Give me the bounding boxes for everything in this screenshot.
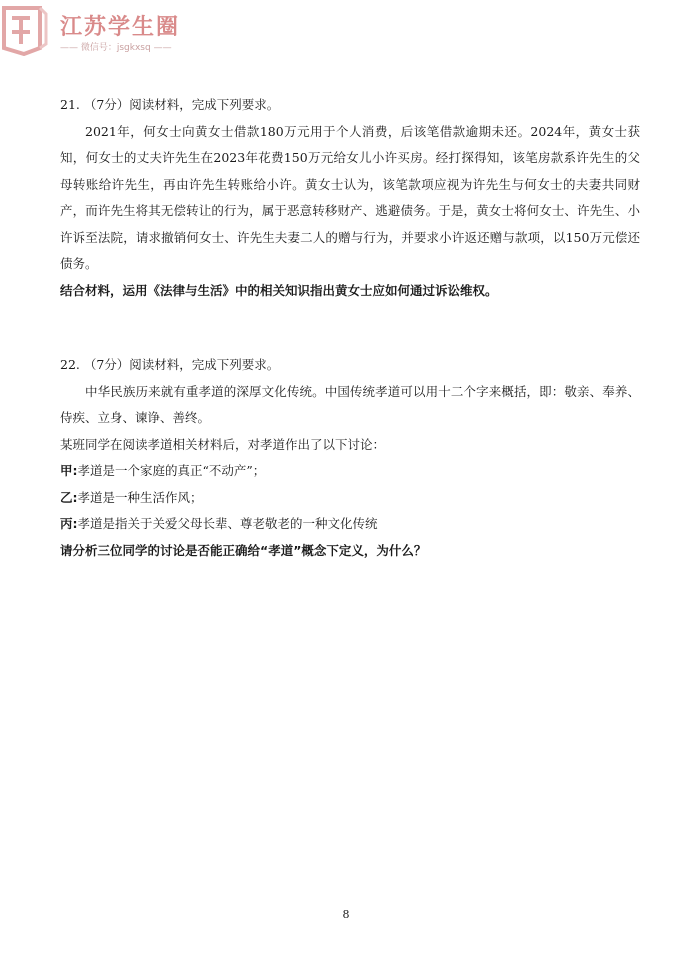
exam-content — [60, 92, 640, 564]
question-22-material: 中华民族历来就有重孝道的深厚文化传统。中国传统孝道可以用十二个字来概括，即：敬亲、奉养、侍疾、立身、谏诤、善终。 — [60, 383, 640, 425]
watermark-logo — [0, 4, 200, 60]
logo-subtitle: —— 微信号：jsgkxsq —— — [60, 43, 172, 53]
question-22-header: 22. （7分）阅读材料，完成下列要求。 — [60, 357, 280, 372]
statement-yi — [60, 485, 640, 512]
question-21-task: 结合材料，运用《法律与生活》中的相关知识指出黄女士应如何通过诉讼维权。 — [60, 282, 498, 298]
page-number: 8 — [342, 908, 350, 921]
answer-space — [60, 304, 640, 352]
question-21-header: 21. （7分）阅读材料，完成下列要求。 — [60, 97, 280, 112]
jiangsu-logo-icon — [0, 4, 48, 56]
question-21 — [60, 92, 640, 304]
statement-jia-label: 甲: — [60, 463, 78, 478]
statement-jia — [60, 458, 640, 485]
statement-yi-label: 乙: — [60, 489, 78, 505]
statement-bing-label: 丙: — [60, 516, 78, 531]
statement-bing — [60, 511, 640, 538]
question-22 — [60, 352, 640, 564]
question-22-intro: 某班同学在阅读孝道相关材料后，对孝道作出了以下讨论： — [60, 436, 386, 452]
statement-bing-text: 孝道是指关于关爱父母长辈、尊老敬老的一种文化传统 — [77, 516, 378, 531]
statement-jia-text: 孝道是一个家庭的真正“不动产”； — [77, 463, 266, 478]
question-22-task: 请分析三位同学的讨论是否能正确给“孝道”概念下定义，为什么？ — [60, 542, 427, 558]
statement-yi-text: 孝道是一种生活作风； — [77, 489, 203, 505]
question-21-material: 2021年，何女士向黄女士借款180万元用于个人消费，后该笔借款逾期未还。2024年，黄女士获知，何女士的丈夫许先生在2023年花费150万元给女儿小许买房。经打探得知，该笔房款系许先生的父母转账给许先生，再由许先生转账给小许。黄女士认为，该笔款项应视为许先生与何女士的夫妻共同财产，而许先生将其无偿转让的行为，属于恶意转移财产、逃避债务。于是，黄女士将何女士、许先生、小许诉至法院，请求撤销何女士、许先生夫妻二人的赠与行为，并要求小许返还赠与款项，以150万元偿还债务。 — [60, 123, 640, 271]
logo-title: 江苏学生圈 — [60, 15, 181, 40]
